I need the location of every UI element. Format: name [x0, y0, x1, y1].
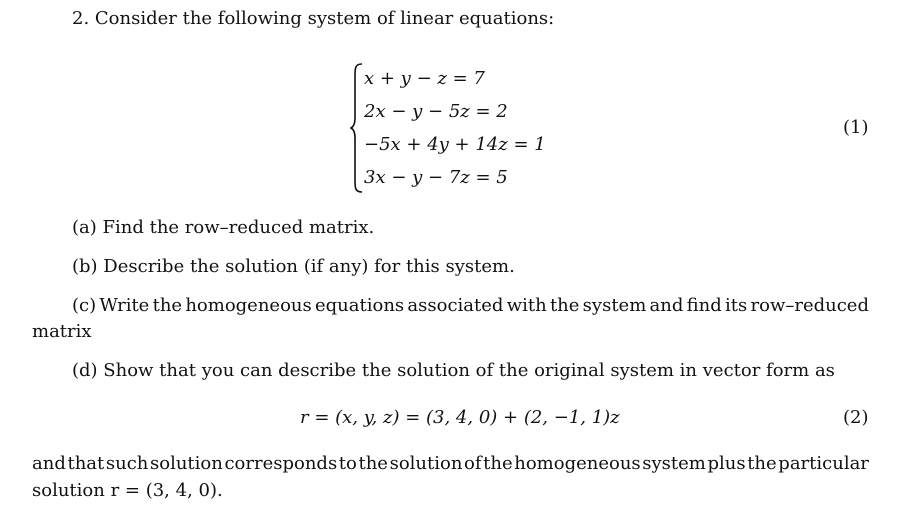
word: the: [549, 295, 580, 316]
part-c-line-1: [72, 295, 869, 317]
equation-number-2: (2): [843, 407, 869, 428]
equation-number-1: (1): [843, 117, 869, 138]
vector-equation: r = (x, y, z) = (3, 4, 0) + (2, −1, 1)z: [300, 407, 620, 428]
part-c-line-2: matrix: [32, 321, 92, 342]
equation-1: x + y − z = 7: [364, 68, 485, 89]
problem-heading: 2. Consider the following system of linear equations:: [72, 8, 555, 29]
word: system: [642, 453, 706, 474]
word: to: [338, 453, 357, 474]
word: the: [747, 453, 777, 474]
word: homogeneous: [185, 295, 312, 316]
word: Write: [99, 295, 150, 316]
word: find: [686, 295, 722, 316]
part-b: (b) Describe the solution (if any) for this system.: [72, 256, 515, 277]
word: its: [725, 295, 748, 316]
left-brace: [350, 62, 364, 194]
word: the: [152, 295, 183, 316]
equation-3: −5x + 4y + 14z = 1: [364, 134, 546, 155]
word: and: [649, 295, 684, 316]
closing-line-2: solution r = (3, 4, 0).: [32, 480, 223, 501]
word: row–reduced: [750, 295, 869, 316]
word: and: [32, 453, 66, 474]
word: plus: [707, 453, 746, 474]
word: such: [105, 453, 149, 474]
word: the: [358, 453, 388, 474]
word: equations: [315, 295, 405, 316]
word: the: [483, 453, 513, 474]
word: of: [464, 453, 482, 474]
closing-line-1: [32, 453, 869, 475]
word: that: [67, 453, 105, 474]
equation-4: 3x − y − 7z = 5: [364, 167, 508, 188]
word: corresponds: [224, 453, 338, 474]
equation-system: [350, 62, 550, 194]
word: solution: [150, 453, 223, 474]
word: (c): [72, 295, 97, 316]
word: system: [582, 295, 647, 316]
word: associated: [407, 295, 504, 316]
word: particular: [778, 453, 869, 474]
word: solution: [389, 453, 463, 474]
equation-2: 2x − y − 5z = 2: [364, 101, 508, 122]
word: with: [506, 295, 547, 316]
word: homogeneous: [514, 453, 641, 474]
part-d: (d) Show that you can describe the solution of the original system in vector form as: [72, 360, 835, 381]
part-a: (a) Find the row–reduced matrix.: [72, 217, 375, 238]
